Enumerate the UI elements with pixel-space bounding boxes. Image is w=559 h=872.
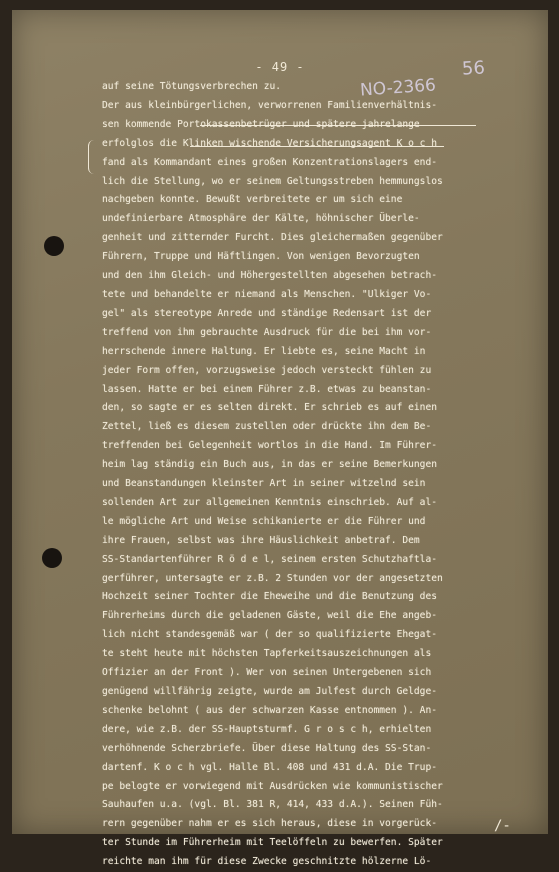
- text-line: treffend von ihm gebrauchte Ausdruck für die bei ihm vor-: [102, 326, 432, 338]
- document-page: [12, 10, 548, 868]
- text-line: und Beanstandungen kleinster Art in seiner witzelnd sein: [102, 478, 426, 490]
- text-line: Hochzeit seiner Tochter die Eheweihe und die Benutzung des: [102, 591, 438, 603]
- text-line: pe belogte er vorwiegend mit Ausdrücken wie kommunistischer: [102, 780, 443, 792]
- text-line: dartenf. K o c h vgl. Halle Bl. 408 und 431 d.A. Die Trup-: [102, 761, 438, 773]
- text-line: den, so sagte er es selten direkt. Er schrieb es auf einen: [102, 402, 438, 414]
- archive-reference: NO-2366: [359, 75, 437, 101]
- text-line: sen kommende Portokassenbetrüger und spätere jahrelange: [102, 118, 420, 130]
- text-line: jeder Form offen, vorzugsweise jedoch versteckt fühlen zu: [102, 364, 432, 376]
- margin-bracket-mark: [88, 140, 97, 174]
- text-line: heim lag ständig ein Buch aus, in das er seine Bemerkungen: [102, 459, 438, 471]
- text-line: Sauhaufen u.a. (vgl. Bl. 381 R, 414, 433 d.A.). Seinen Füh-: [102, 799, 443, 811]
- text-line: ter Stunde im Führerheim mit Teelöffeln zu bewerfen. Später: [102, 837, 443, 849]
- text-line: te steht heute mit höchsten Tapferkeitsauszeichnungen als: [102, 648, 432, 660]
- text-line: schenke belohnt ( aus der schwarzen Kasse entnommen ). An-: [102, 704, 438, 716]
- text-line: lich die Stellung, wo er seinem Geltungsstreben hemmungslos: [102, 175, 443, 187]
- text-line: verhöhnende Scherzbriefe. Über diese Haltung des SS-Stan-: [102, 742, 432, 754]
- punch-hole-top: [44, 236, 64, 256]
- text-line: erfolglos die Klinken wischende Versicherungsagent K o c h: [102, 137, 438, 149]
- body-text: [102, 78, 532, 872]
- text-line: tete und behandelte er niemand als Menschen. "Ulkiger Vo-: [102, 288, 432, 300]
- text-line: genheit und zitternder Furcht. Dies gleichermaßen gegenüber: [102, 232, 443, 244]
- text-line: SS-Standartenführer R ö d e l, seinem ersten Schutzhaftla-: [102, 553, 438, 565]
- text-line: auf seine Tötungsverbrechen zu.: [102, 81, 282, 92]
- text-line: Führern, Truppe und Häftlingen. Von wenigen Bevorzugten: [102, 251, 420, 263]
- text-line: undefinierbare Atmosphäre der Kälte, höhnischer Überle-: [102, 213, 420, 225]
- text-line: gerführer, untersagte er z.B. 2 Stunden vor der angesetzten: [102, 572, 443, 584]
- punch-hole-bottom: [42, 548, 62, 568]
- text-line: fand als Kommandant eines großen Konzentrationslagers end-: [102, 156, 438, 168]
- text-line: Führerheims durch die geladenen Gäste, weil die Ehe angeb-: [102, 610, 438, 622]
- text-line: dere, wie z.B. der SS-Hauptsturmf. G r o s c h, erhielten: [102, 723, 432, 735]
- text-line: Zettel, ließ es diesem zustellen oder drückte ihn dem Be-: [102, 421, 432, 433]
- text-line: le mögliche Art und Weise schikanierte er die Führer und: [102, 515, 426, 527]
- text-line: lassen. Hatte er bei einem Führer z.B. etwas zu beanstan-: [102, 383, 432, 395]
- text-line: treffenden bei Gelegenheit wortlos in die Hand. Im Führer-: [102, 440, 438, 452]
- text-line: Offizier an der Front ). Wer von seinen Untergebenen sich: [102, 667, 432, 679]
- text-line: nachgeben konnte. Bewußt verbreitete er um sich eine: [102, 194, 403, 206]
- text-line: ihre Frauen, selbst was ihre Häuslichkeit anbetraf. Dem: [102, 534, 420, 546]
- text-line: reichte man ihm für diese Zwecke geschnitzte hölzerne Lö-: [102, 856, 432, 868]
- text-line: gel" als stereotype Anrede und ständige Redensart ist der: [102, 307, 432, 319]
- text-line: lich nicht standesgemäß war ( der so qualifizierte Ehegat-: [102, 629, 438, 641]
- text-line: sollenden Art zur allgemeinen Kenntnis einschrieb. Auf al-: [102, 496, 438, 508]
- text-line: und den ihm Gleich- und Höhergestellten abgesehen betrach-: [102, 270, 438, 282]
- text-line: genügend willfährig zeigte, wurde am Julfest durch Geldge-: [102, 686, 438, 697]
- page-number: - 49 -: [255, 60, 305, 74]
- text-line: herrschende innere Haltung. Er liebte es, seine Macht in: [102, 345, 426, 357]
- folio-number: 56: [461, 57, 486, 80]
- end-mark: /-: [494, 818, 511, 834]
- text-line: Der aus kleinbürgerlichen, verworrenen Familienverhältnis-: [102, 99, 438, 111]
- text-line: rern gegenüber nahm er es sich heraus, diese in vorgerück-: [102, 818, 438, 830]
